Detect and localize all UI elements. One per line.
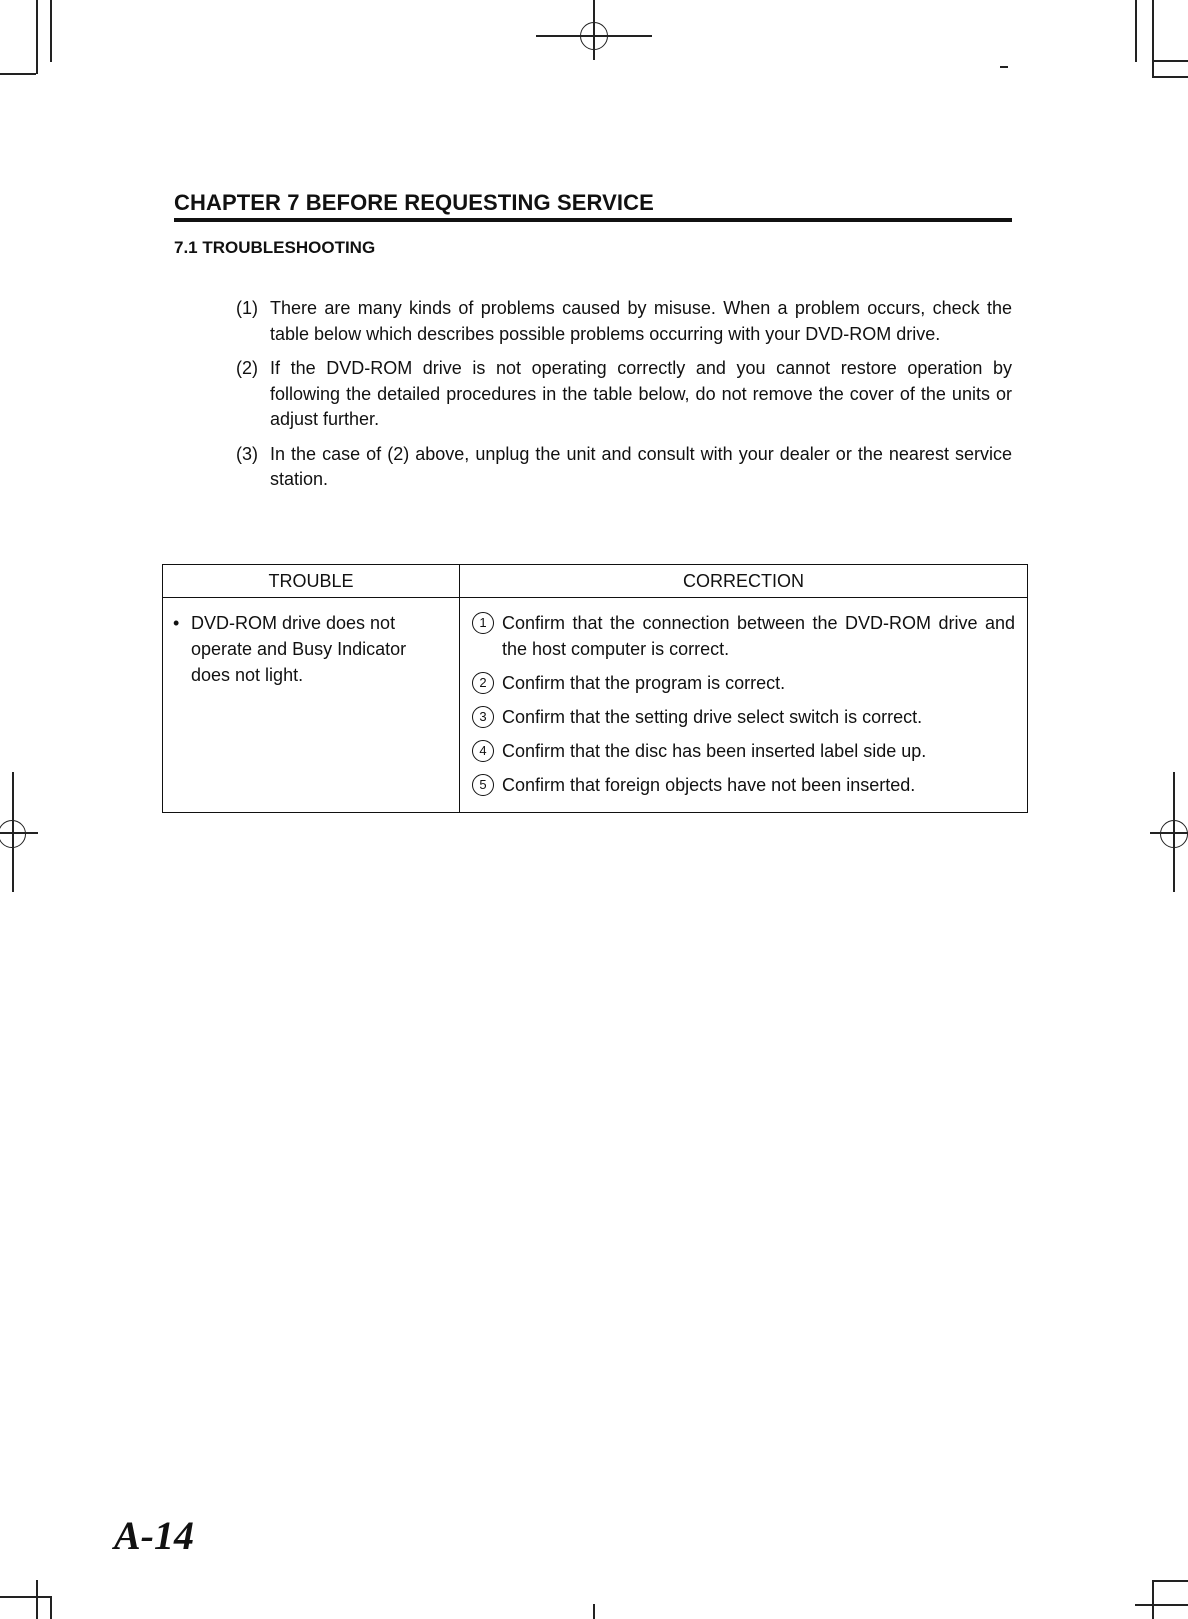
- circled-number-icon: 4: [472, 740, 494, 762]
- intro-item: [236, 296, 1012, 347]
- circled-number-icon: 1: [472, 612, 494, 634]
- intro-list: [236, 296, 1012, 502]
- intro-item-number: (3): [236, 443, 258, 464]
- chapter-title: CHAPTER 7 BEFORE REQUESTING SERVICE: [174, 190, 654, 215]
- correction-item: [472, 738, 1015, 764]
- correction-text: Confirm that foreign objects have not been inserted.: [502, 775, 916, 795]
- correction-text: Confirm that the disc has been inserted label side up.: [502, 741, 927, 761]
- troubleshooting-table: [162, 564, 1028, 813]
- intro-item-number: (1): [236, 298, 258, 318]
- correction-item: [472, 670, 1015, 696]
- correction-text: Confirm that the setting drive select switch is correct.: [502, 707, 923, 727]
- correction-item: [472, 610, 1015, 662]
- bullet-icon: •: [173, 613, 180, 633]
- table-header-trouble: TROUBLE: [163, 565, 460, 598]
- intro-item-text: In the case of (2) above, unplug the unit and consult with your dealer or the nearest service station.: [270, 443, 1012, 489]
- circled-number-icon: 3: [472, 706, 494, 728]
- correction-item: [472, 772, 1015, 798]
- intro-item-number: (2): [236, 358, 258, 378]
- intro-item-text: There are many kinds of problems caused by misuse. When a problem occurs, check the table below which describes possible problems occurring with your DVD-ROM drive.: [270, 298, 1012, 344]
- table-row: [163, 598, 1028, 813]
- intro-item: [236, 442, 1012, 493]
- circled-number-icon: 5: [472, 774, 494, 796]
- table-header-correction: CORRECTION: [460, 565, 1028, 598]
- table-header-row: [163, 565, 1028, 598]
- correction-cell: [460, 598, 1028, 813]
- section-title: 7.1 TROUBLESHOOTING: [174, 238, 376, 257]
- correction-text: Confirm that the connection between the DVD-ROM drive and the host computer is correct.: [502, 613, 1015, 659]
- page-number: A-14: [114, 1513, 194, 1558]
- circled-number-icon: 2: [472, 672, 494, 694]
- intro-item: [236, 356, 1012, 433]
- trouble-text: DVD-ROM drive does not operate and Busy Indicator does not light.: [191, 613, 407, 685]
- correction-item: [472, 704, 1015, 730]
- trouble-cell: [163, 598, 460, 813]
- chapter-rule: [174, 218, 1012, 222]
- trouble-item: [173, 610, 449, 688]
- intro-item-text: If the DVD-ROM drive is not operating correctly and you cannot restore operation by following the detailed procedures in the table below, do not remove the cover of the units or adjust further.: [270, 358, 1012, 429]
- correction-text: Confirm that the program is correct.: [502, 673, 786, 693]
